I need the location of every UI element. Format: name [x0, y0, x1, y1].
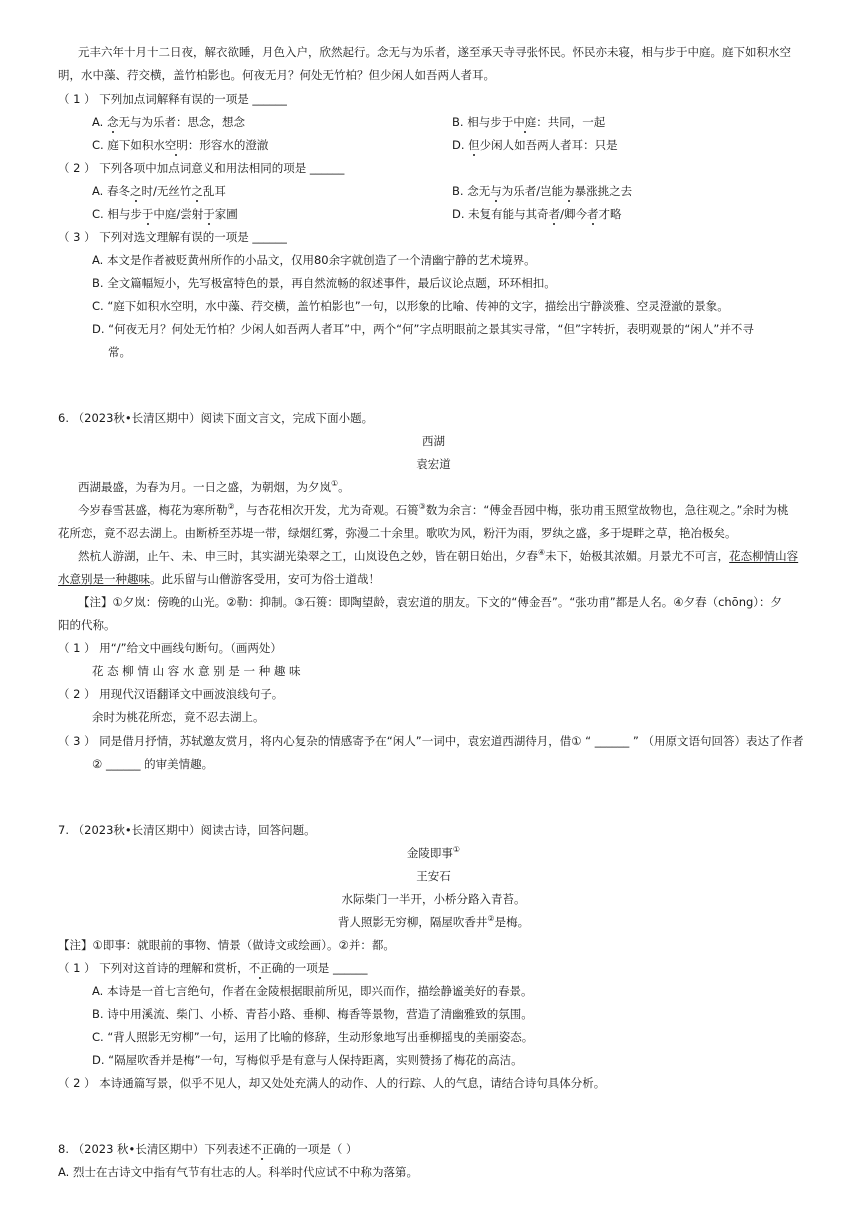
option-b: B. 相与步于中庭：共同，一起	[452, 115, 606, 129]
passage-line: 今岁春雪甚盛，梅花为寒所勒②，与杏花相次开发，尤为奇观。石篑③数为余言：“傅金吾园中梅，张功甫玉照堂故物也，急往观之。”余时为桃	[78, 502, 789, 517]
poem-author: 王安石	[416, 869, 451, 883]
option-c: C. “背人照影无穷柳”一句，运用了比喻的修辞，生动形象地写出垂柳摇曳的美丽姿态。	[92, 1030, 534, 1044]
question-stem-continued: ② ______ 的审美情趣。	[92, 757, 214, 771]
footnote: 【注】①即事：就眼前的事物、情景（做诗文或绘画）。②并：都。	[58, 938, 395, 952]
option-c: C. 相与步于中庭/尝射于家圃	[92, 207, 238, 221]
passage-line: 明，水中藻、荇交横，盖竹柏影也。何夜无月？何处无竹柏？但少闲人如吾两人者耳。	[58, 68, 495, 82]
footnote-marker: ②	[487, 914, 495, 923]
footnote-marker: ①	[331, 479, 339, 488]
option-a: A. 春冬之时/无丝竹之乱耳	[92, 184, 226, 198]
question-intro: 8. （2023 秋•长清区期中）下列表述不正确的一项是（ ）	[58, 1142, 358, 1156]
poem-line: 背人照影无穷柳，隔屋吹香井②是梅。	[337, 914, 530, 929]
sentence-to-punctuate: 花 态 柳 情 山 容 水 意 别 是 一 种 趣 味	[92, 664, 301, 678]
footnote: 阳的代称。	[58, 618, 116, 632]
question-stem: （ 1 ） 下列对这首诗的理解和赏析，不正确的一项是 ______	[58, 961, 368, 975]
question-stem: （ 2 ） 本诗通篇写景，似乎不见人，却又处处充满人的动作、人的行踪、人的气息，请结合诗句具体分析。	[58, 1076, 606, 1090]
question-intro: 7. （2023秋•长清区期中）阅读古诗，回答问题。	[58, 823, 316, 837]
option-a: A. 念无与为乐者：思念，想念	[92, 115, 245, 129]
passage-line: 元丰六年十月十二日夜，解衣欲睡，月色入户，欣然起行。念无与为乐者，遂至承天寺寻张怀民。怀民亦未寝，相与步于中庭。庭下如积水空	[78, 45, 791, 59]
question-stem: （ 1 ） 下列加点词解释有误的一项是 ______	[58, 92, 287, 106]
option-d: D. 未复有能与其奇者/卿今者才略	[452, 207, 622, 221]
passage-title: 西湖	[422, 434, 445, 448]
option-d: D. 但少闲人如吾两人者耳：只是	[452, 138, 618, 152]
question-intro: 6. （2023秋•长清区期中）阅读下面文言文，完成下面小题。	[58, 411, 374, 425]
option-a: A. 本诗是一首七言绝句，作者在金陵根据眼前所见，即兴而作，描绘静谧美好的春景。	[92, 984, 533, 998]
passage-author: 袁宏道	[416, 457, 451, 471]
passage-line: 然杭人游湖，止午、未、申三时，其实湖光染翠之工，山岚设色之妙，皆在朝日始出，夕舂④未下，始极其浓媚。月景尤不可言，花态柳情山容	[78, 548, 799, 563]
option-a: A. 本文是作者被贬黄州所作的小品文，仅用80余字就创造了一个清幽宁静的艺术境界。	[92, 253, 536, 267]
question-stem: （ 2 ） 下列各项中加点词意义和用法相同的项是 ______	[58, 161, 345, 175]
footnote: 【注】①夕岚：傍晚的山光。②勒：抑制。③石篑：即陶望龄，袁宏道的朋友。下文的“傅金吾”。“张功甫”都是人名。④夕舂（chōng）：夕	[78, 595, 783, 609]
option-d: D. “何夜无月？何处无竹柏？少闲人如吾两人者耳”中，两个“何”字点明眼前之景其实寻常，“但”字转折，表明观景的“闲人”并不寻	[92, 322, 754, 336]
passage-line: 花所恋，竟不忍去湖上。由断桥至苏堤一带，绿烟红雾，弥漫二十余里。歌吹为风，粉汗为雨，罗纨之盛，多于堤畔之草，艳冶极矣。	[58, 526, 737, 540]
option-d: D. “隔屋吹香并是梅”一句，写梅似乎是有意与人保持距离，实则赞扬了梅花的高洁。	[92, 1053, 523, 1067]
option-c: C. “庭下如积水空明，水中藻、荇交横，盖竹柏影也”一句，以形象的比喻、传神的文字，描绘出宁静淡雅、空灵澄澈的景象。	[92, 299, 729, 313]
footnote-marker: ④	[538, 548, 546, 557]
option-b: B. 念无与为乐者/岂能为暴涨挑之去	[452, 184, 633, 198]
question-stem: （ 2 ） 用现代汉语翻译文中画波浪线句子。	[58, 687, 284, 701]
underlined-sentence: 花态柳情山容	[729, 549, 799, 563]
question-stem: （ 1 ） 用“/”给文中画线句断句。（画两处）	[58, 641, 282, 655]
underlined-sentence: 水意别是一种趣味	[58, 572, 150, 586]
footnote-marker: ①	[452, 845, 461, 854]
option-b: B. 全文篇幅短小，先写极富特色的景，再自然流畅的叙述事件，最后议论点题，环环相扣。	[92, 276, 556, 290]
option-b: B. 诗中用溪流、柴门、小桥、青苔小路、垂柳、梅香等景物，营造了清幽雅致的氛围。	[92, 1007, 533, 1021]
poem-line: 水际柴门一半开，小桥分路入青苔。	[341, 892, 526, 906]
option-a: A. 烈士在古诗文中指有气节有壮志的人。科举时代应试不中称为落第。	[58, 1165, 418, 1179]
question-stem: （ 3 ） 下列对选文理解有误的一项是 ______	[58, 230, 287, 244]
poem-title: 金陵即事①	[406, 845, 461, 860]
option-c: C. 庭下如积水空明：形容水的澄澈	[92, 138, 269, 152]
question-stem: （ 3 ） 同是借月抒情，苏轼邀友赏月，将内心复杂的情感寄予在“闲人”一词中，袁宏道西湖待月，借① “ ______ ” （用原文语句回答）表达了作者	[58, 734, 804, 748]
sentence-to-translate: 余时为桃花所恋，竟不忍去湖上。	[92, 710, 265, 724]
option-d-continued: 常。	[108, 345, 131, 359]
passage-line: 水意别是一种趣味。此乐留与山僧游客受用，安可为俗士道哉！	[58, 572, 380, 586]
footnote-marker: ③	[418, 502, 426, 511]
passage-line: 西湖最盛，为春为月。一日之盛，为朝烟，为夕岚①。	[78, 479, 350, 494]
footnote-marker: ②	[227, 502, 235, 511]
